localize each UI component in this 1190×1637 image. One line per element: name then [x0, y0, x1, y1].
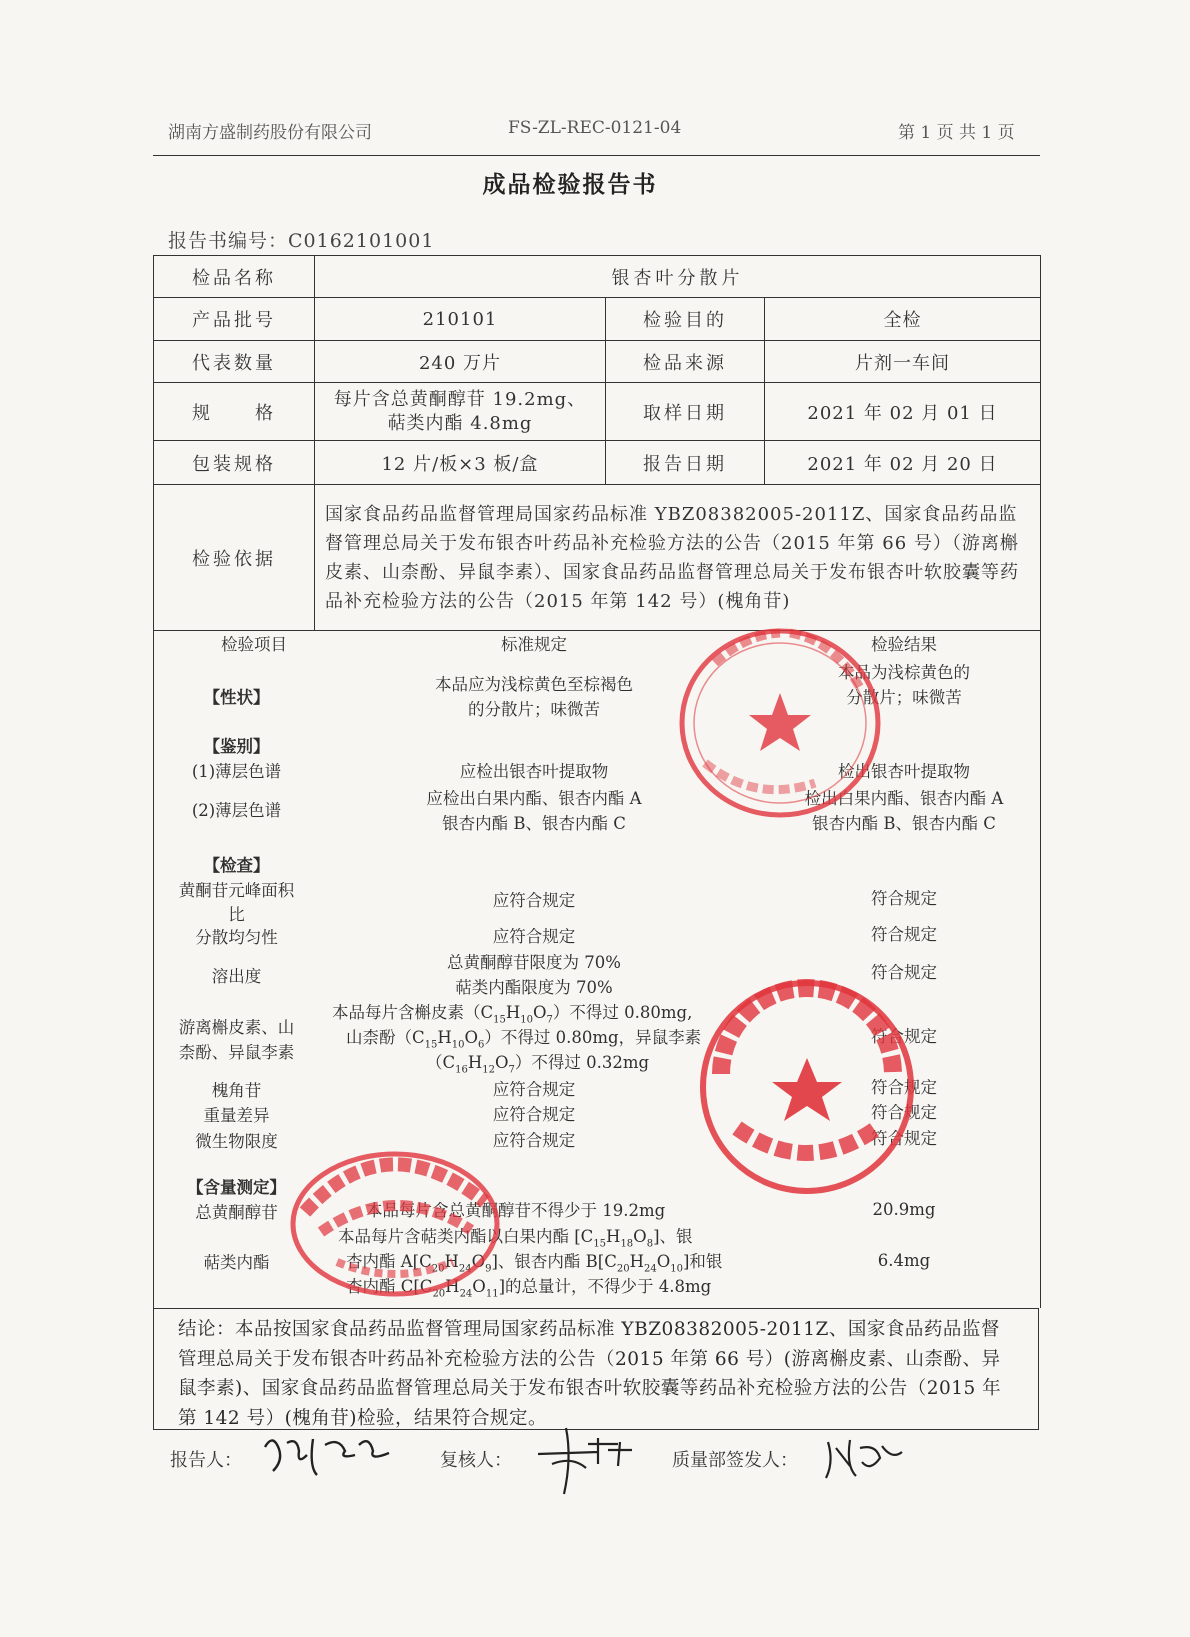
identification-2-item: (2)薄层色谱 [191, 801, 282, 820]
company-seal-middle-right [693, 978, 921, 1196]
report-date-value: 2021 年 02 月 20 日 [765, 441, 1041, 485]
report-number: 报告书编号：C0162101001 [168, 230, 435, 252]
purpose-value: 全检 [765, 298, 1041, 341]
reporter-signature [255, 1425, 415, 1480]
ratio-result: 符合规定 [871, 889, 937, 908]
spec-value [315, 383, 606, 441]
sample-date-value: 2021 年 02 月 01 日 [765, 383, 1041, 441]
purpose-label: 检验目的 [606, 298, 765, 341]
identification-2-result-1: 检出白果内酯、银杏内酯 A [804, 789, 1004, 808]
dissolution-standard-2: 萜类内酯限度为 70% [455, 978, 613, 997]
name-label: 检品名称 [154, 256, 315, 298]
section-tests: 【检查】 [203, 856, 270, 875]
basis-label: 检验依据 [154, 485, 315, 631]
uniformity-result: 符合规定 [871, 925, 937, 944]
spec-label: 规 格 [154, 383, 315, 441]
company-name: 湖南方盛制药股份有限公司 [168, 123, 372, 143]
uniformity-standard: 应符合规定 [492, 927, 576, 946]
name-value: 银杏叶分散片 [315, 256, 1041, 298]
sophoricoside-result: 符合规定 [871, 1078, 937, 1097]
weight-variation-result: 符合规定 [871, 1103, 937, 1122]
free-flavonoid-item-1: 游离槲皮素、山 [178, 1018, 295, 1037]
reporter-label: 报告人： [170, 1450, 242, 1471]
section-appearance: 【性状】 [203, 688, 270, 707]
microbial-limit-result: 符合规定 [871, 1129, 937, 1148]
terpene-lactone-standard-2: 杏内酯 $A[C_{20}H_{24}O_9]$、银杏内酯 $B[C_{20}H_{24}O_{10}]$和银 [346, 1252, 723, 1275]
appearance-result-2: 分散片；味微苦 [846, 688, 962, 707]
section-identification: 【鉴别】 [203, 737, 270, 756]
sophoricoside-standard: 应符合规定 [492, 1080, 576, 1099]
terpene-lactone-result: 6.4mg [877, 1251, 931, 1270]
identification-1-result: 检出银杏叶提取物 [838, 762, 970, 781]
dissolution-item: 溶出度 [211, 967, 262, 986]
free-flavonoid-standard-3: $(C_{16}H_{12}O_7)$不得过 0.32mg [426, 1053, 650, 1076]
reviewer-label: 复核人： [440, 1450, 512, 1471]
flavonol-standard: 本品每片含总黄酮醇苷不得少于 19.2mg [366, 1201, 666, 1220]
ratio-item-2: 比 [228, 905, 245, 924]
section-assay: 【含量测定】 [187, 1178, 286, 1197]
batch-label: 产品批号 [154, 298, 315, 341]
terpene-lactone-standard-3: 杏内酯 $C[C_{20}H_{24}O_{11}]$的总量计，不得少于 4.8mg [346, 1277, 712, 1300]
weight-variation-standard: 应符合规定 [492, 1105, 576, 1124]
dissolution-result: 符合规定 [871, 963, 937, 982]
microbial-limit-standard: 应符合规定 [492, 1131, 576, 1150]
batch-value: 210101 [315, 298, 606, 341]
reviewer-signature [528, 1420, 648, 1500]
uniformity-item: 分散均匀性 [195, 928, 278, 947]
flavonol-result: 20.9mg [872, 1200, 936, 1219]
free-flavonoid-standard-2: 山柰酚$(C_{15}H_{10}O_6)$不得过 0.80mg，异鼠李素 [346, 1028, 702, 1051]
page-info: 第 1 页 共 1 页 [898, 123, 1015, 143]
free-flavonoid-result: 符合规定 [871, 1027, 937, 1046]
identification-1-standard: 应检出银杏叶提取物 [459, 762, 609, 781]
source-label: 检品来源 [606, 341, 765, 383]
product-info-table [153, 255, 1041, 631]
package-label: 包装规格 [154, 441, 315, 485]
weight-variation-item: 重量差异 [203, 1106, 270, 1125]
appearance-result-1: 本品为浅棕黄色的 [838, 663, 970, 682]
basis-value: 国家食品药品监督管理局国家药品标准 YBZ08382005-2011Z、国家食品药品监督管理总局关于发布银杏叶药品补充检验方法的公告（2015 年第 66 号）（游离槲皮素、山柰酚、异鼠李素）、国家食品药品监督管理总局关于发布银杏叶软胶囊等药品补充检验方法的公告（2015 年第 142 号）(槐角苷) [315, 485, 1041, 631]
identification-2-standard-1: 应检出白果内酯、银杏内酯 A [426, 789, 642, 808]
inspection-seal-top-right [675, 623, 885, 823]
source-value: 片剂一车间 [765, 341, 1041, 383]
appearance-standard-1: 本品应为浅棕黄色至棕褐色 [435, 675, 633, 694]
spec-line-2: 萜类内酯 4.8mg [387, 412, 533, 434]
approver-label: 质量部签发人： [672, 1450, 798, 1471]
microbial-limit-item: 微生物限度 [195, 1132, 278, 1151]
quantity-value: 240 万片 [315, 341, 606, 383]
terpene-lactone-item: 萜类内酯 [203, 1253, 270, 1272]
quantity-label: 代表数量 [154, 341, 315, 383]
approver-signature [820, 1428, 910, 1483]
terpene-lactone-standard-1: 本品每片含萜类内酯以白果内酯 $[C_{15}H_{18}O_8]$、银 [338, 1227, 693, 1250]
free-flavonoid-item-2: 柰酚、异鼠李素 [178, 1043, 295, 1062]
header-divider [153, 155, 1040, 156]
dissolution-standard-1: 总黄酮醇苷限度为 70% [447, 953, 621, 972]
identification-2-result-2: 银杏内酯 B、银杏内酯 C [812, 814, 996, 833]
form-code: FS-ZL-REC-0121-04 [508, 118, 682, 138]
spec-line-1: 每片含总黄酮醇苷 19.2mg、 [333, 388, 587, 410]
conclusion: 结论：本品按国家食品药品监督管理局国家药品标准 YBZ08382005-2011Z、国家食品药品监督管理总局关于发布银杏叶药品补充检验方法的公告（2015 年第 66 号）(游离槲皮素、山柰酚、异鼠李素)、国家食品药品监督管理总局关于发布银杏叶软胶囊等药品补充检验方法的公告（2015 年第 142 号）(槐角苷)检验，结果符合规定。 [153, 1308, 1039, 1430]
sophoricoside-item: 槐角苷 [211, 1081, 262, 1100]
distributor-seal-bottom-left [285, 1132, 505, 1298]
package-value: 12 片/板×3 板/盒 [315, 441, 606, 485]
column-header-item: 检验项目 [221, 635, 287, 654]
column-header-standard: 标准规定 [501, 635, 567, 654]
identification-1-item: (1)薄层色谱 [191, 762, 282, 781]
free-flavonoid-standard-1: 本品每片含槲皮素$(C_{15}H_{10}O_7)$不得过 0.80mg, [332, 1003, 693, 1026]
ratio-item-1: 黄酮苷元峰面积 [178, 881, 295, 900]
sample-date-label: 取样日期 [606, 383, 765, 441]
appearance-standard-2: 的分散片；味微苦 [468, 700, 600, 719]
column-header-result: 检验结果 [871, 635, 937, 654]
identification-2-standard-2: 银杏内酯 B、银杏内酯 C [442, 814, 626, 833]
document-title: 成品检验报告书 [482, 171, 658, 198]
flavonol-item: 总黄酮醇苷 [195, 1203, 278, 1222]
ratio-standard: 应符合规定 [492, 891, 576, 910]
report-date-label: 报告日期 [606, 441, 765, 485]
